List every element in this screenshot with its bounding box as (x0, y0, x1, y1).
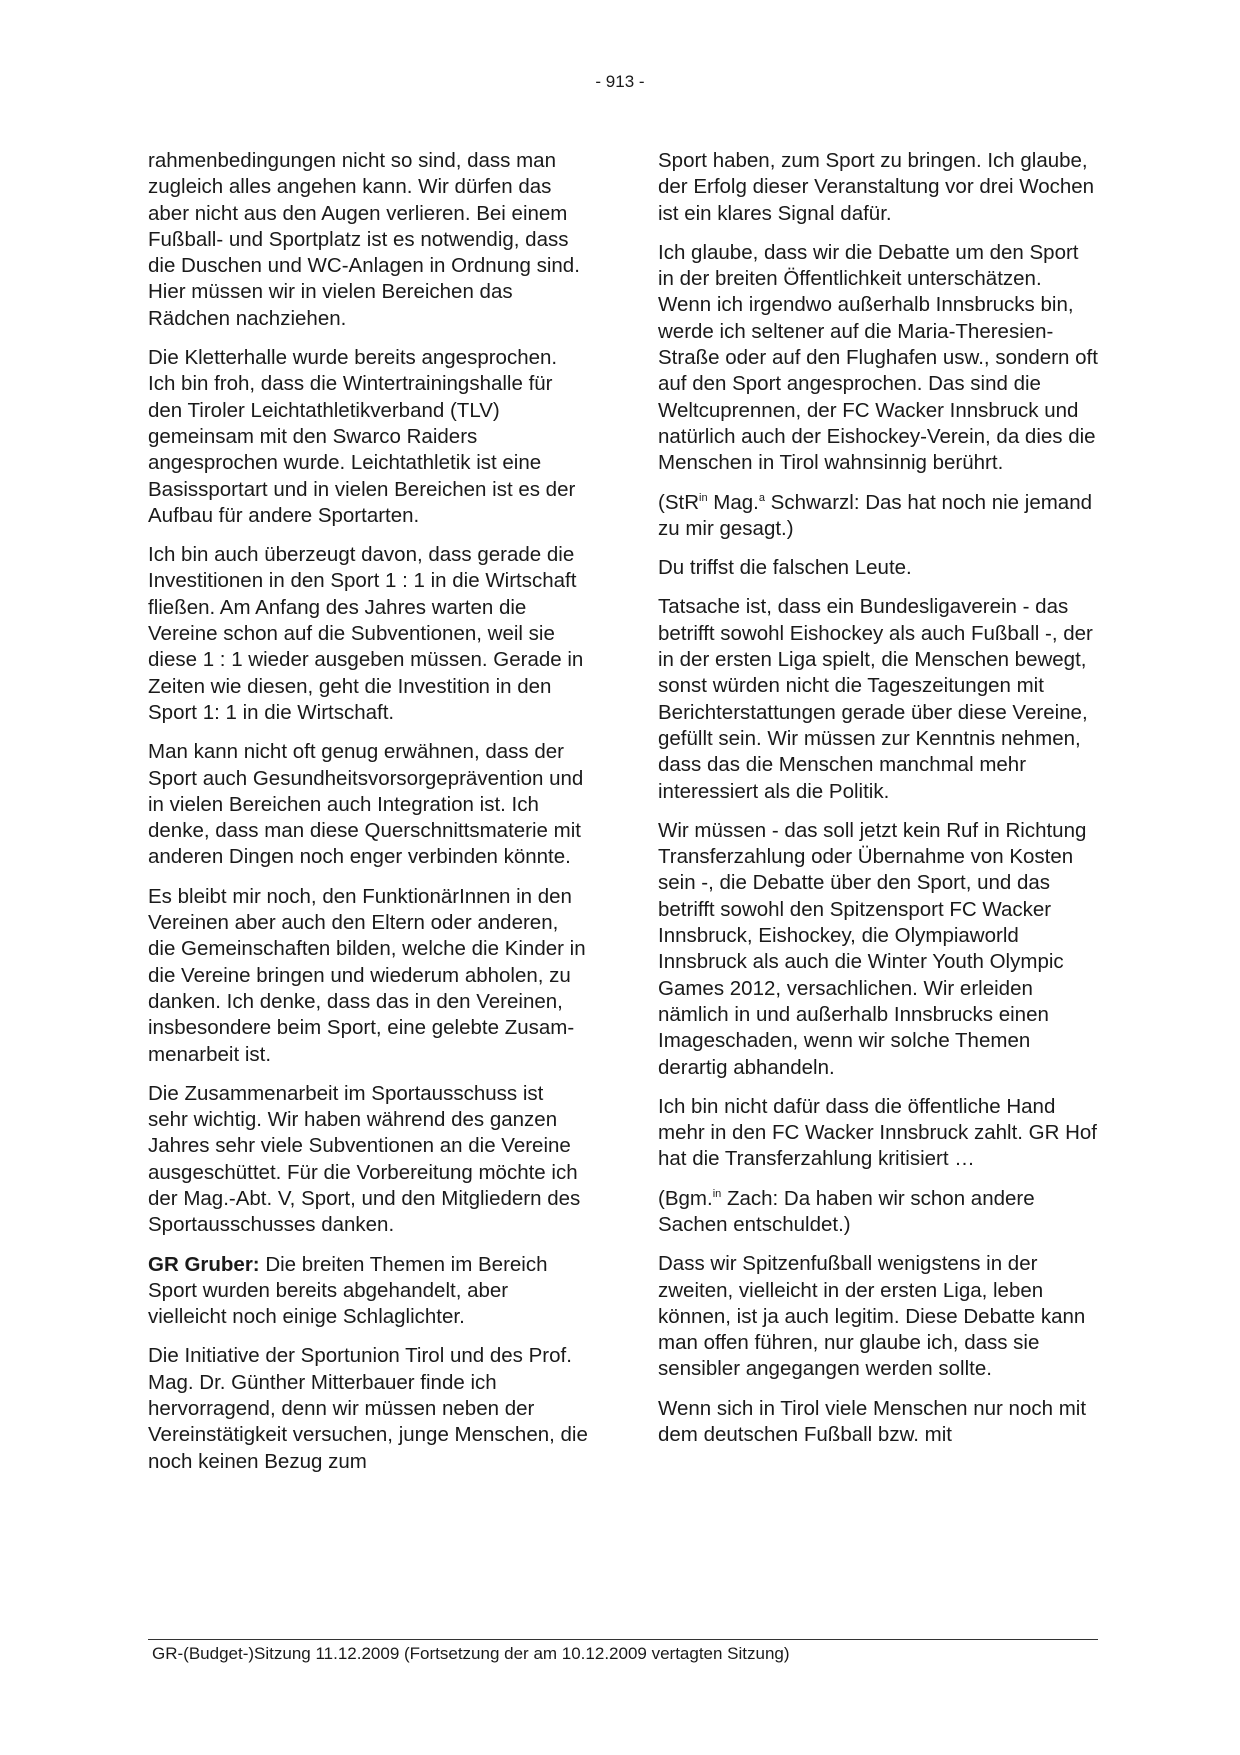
interjection: (StR$^{in}$ Mag.$^a$ Schwarzl: Das hat noch nie jemand zu mir gesagt.) (658, 490, 1092, 540)
paragraph: Tatsache ist, dass ein Bundesligaverein - das betrifft sowohl Eishockey als auch Fußball -, der in der ersten Liga spielt, die Menschen bewegt, sonst würden nicht die Tageszeitungen mit Berichterstattungen gerade über diese Vereine, gefüllt sein. Wir müssen zur Kenntnis nehmen, dass das die Menschen manchmal mehr interessiert als die Politik. (658, 595, 1093, 803)
right-column (658, 148, 1098, 1461)
speaker-text: Die breiten Themen im Bereich Sport wurden bereits abgehandelt, aber vielleicht noch einige Schlaglichter. (148, 1252, 548, 1329)
paragraph: Die Initiative der Sportunion Tirol und des Prof. Mag. Dr. Günther Mitterbauer finde ich hervorragend, denn wir müssen neben der Vereinstätigkeit versuchen, junge Menschen, die noch keinen Bezug zum (148, 1344, 588, 1473)
left-column (148, 148, 588, 1488)
page-number: - 913 - (595, 72, 645, 91)
footer-divider (148, 1639, 1098, 1640)
paragraph: Du triffst die falschen Leute. (658, 556, 912, 580)
interjection: (Bgm.$^{in}$ Zach: Da haben wir schon andere Sachen entschuldet.) (658, 1186, 1035, 1236)
paragraph: Wir müssen - das soll jetzt kein Ruf in Richtung Transferzahlung oder Übernahme von Kosten sein -, die Debatte über den Sport, und das betrifft sowohl den Spitzensport FC Wacker Innsbruck, Eishockey, die Olympiaworld Innsbruck als auch die Winter Youth Olympic Games 2012, versachlichen. Wir erleiden nämlich in und außerhalb Innsbrucks einen Imageschaden, wenn wir solche Themen derartig abhandeln. (658, 818, 1087, 1079)
paragraph: Es bleibt mir noch, den FunktionärInnen in den Vereinen aber auch den Eltern oder anderen, die Gemeinschaften bilden, welche die Kinder in die Vereine bringen und wiederum abholen, zu danken. Ich denke, dass das in den Vereinen, insbesondere beim Sport, eine gelebte Zusammenarbeit ist. (148, 884, 586, 1066)
speaker-paragraph (148, 1252, 588, 1331)
paragraph: Wenn sich in Tirol viele Menschen nur noch mit dem deutschen Fußball bzw. mit (658, 1396, 1087, 1447)
paragraph: Dass wir Spitzenfußball wenigstens in der zweiten, vielleicht in der ersten Liga, leben können, ist ja auch legitim. Diese Debatte kann man offen führen, nur glaube ich, dass sie sensibler angegangen werden sollte. (658, 1252, 1086, 1381)
paragraph: Ich bin auch überzeugt davon, dass gerade die Investitionen in den Sport 1 : 1 in die Wirtschaft fließen. Am Anfang des Jahres warten die Vereine schon auf die Subventionen, weil sie diese 1 : 1 wieder ausgeben müssen. Gerade in Zeiten wie diesen, geht die Investition in den Sport 1: 1 in die Wirtschaft. (148, 543, 584, 724)
paragraph: Ich glaube, dass wir die Debatte um den Sport in der breiten Öffentlichkeit unterschätzen. Wenn ich irgendwo außerhalb Innsbrucks bin, werde ich seltener auf die Maria-Theresien-Straße oder auf den Flughafen usw., sondern oft auf den Sport angesprochen. Das sind die Weltcuprennen, der FC Wacker Innsbruck und natürlich auch der Eishockey-Verein, da dies die Menschen in Tirol wahnsinnig berührt. (658, 240, 1098, 475)
paragraph: Sport haben, zum Sport zu bringen. Ich glaube, der Erfolg dieser Veranstaltung vor drei Wochen ist ein klares Signal dafür. (658, 149, 1095, 225)
paragraph: Man kann nicht oft genug erwähnen, dass der Sport auch Gesundheitsvorsorgeprävention und in vielen Bereichen auch Integration ist. Ich denke, dass man diese Querschnittsmaterie mit anderen Dingen noch enger verbinden könnte. (148, 740, 584, 869)
speaker-name: GR Gruber: (148, 1252, 260, 1276)
paragraph: Ich bin nicht dafür dass die öffentliche Hand mehr in den FC Wacker Innsbruck zahlt. GR Hof hat die Transferzahlung kritisiert … (658, 1094, 1097, 1171)
paragraph: rahmenbedingungen nicht so sind, dass man zugleich alles angehen kann. Wir dürfen das aber nicht aus den Augen verlieren. Bei einem Fußball- und Sportplatz ist es notwendig, dass die Duschen und WC-Anlagen in Ordnung sind. Hier müssen wir in vielen Bereichen das Rädchen nachziehen. (148, 149, 580, 330)
paragraph: Die Zusammenarbeit im Sportausschuss ist sehr wichtig. Wir haben während des ganzen Jahres sehr viele Subventionen an die Vereine ausgeschüttet. Für die Vorbereitung möchte ich der Mag.-Abt. V, Sport, und den Mitgliedern des Sportausschusses danken. (148, 1081, 581, 1237)
paragraph: Die Kletterhalle wurde bereits angesprochen. Ich bin froh, dass die Wintertrainingshalle für den Tiroler Leichtathletikverband (TLV) gemeinsam mit den Swarco Raiders angesprochen wurde. Leichtathletik ist eine Basissportart und in vielen Bereichen ist es der Aufbau für andere Sportarten. (148, 346, 576, 527)
footer-text: GR-(Budget-)Sitzung 11.12.2009 (Fortsetzung der am 10.12.2009 vertagten Sitzung) (152, 1644, 790, 1663)
